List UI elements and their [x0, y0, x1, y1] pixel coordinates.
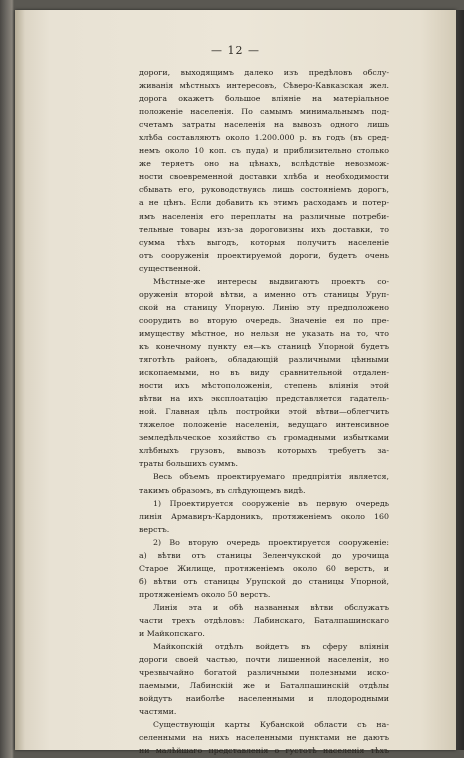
text-line: имуществу мѣстное, но нельзя не указать на то, что [139, 328, 389, 338]
page-number: — 12 — [211, 44, 260, 57]
text-line: а) вѣтви отъ станицы Зеленчукской до урочища [139, 550, 389, 560]
text-line: линія Армавиръ-Кардоникъ, протяженіемъ около 160 [139, 511, 389, 521]
text-line: ской на станицу Упорную. Линію эту предположено [139, 302, 389, 312]
text-line: такимъ образомъ, въ слѣдующемъ видѣ. [139, 485, 306, 495]
text-line: тельные товары изъ-за дороговизны ихъ доставки, то [139, 224, 389, 234]
text-line: къ конечному пункту ея—къ станицѣ Упорной будетъ [139, 341, 389, 351]
text-line: б) вѣтви отъ станицы Урупской до станицы Упорной, [139, 576, 389, 586]
text-line: хлѣбныхъ грузовъ, вывозъ которыхъ требуетъ за- [139, 446, 389, 456]
text-line: верстъ. [139, 524, 170, 534]
paragraph [139, 536, 389, 601]
text-line: тяготѣть районъ, обладающій различными цѣнными [139, 355, 389, 365]
paragraph [139, 470, 389, 496]
text-line: частями. [139, 707, 177, 717]
book-page [15, 10, 456, 756]
text-line: и Майкопскаго. [139, 629, 205, 639]
text-line: счетамъ затраты населенія на вывозъ одного лишь [139, 120, 389, 130]
text-line: существенной. [139, 263, 201, 273]
text-line: оруженія второй вѣтви, а именно отъ станицы Уруп- [139, 289, 389, 299]
text-line: ямъ населенія его переплаты на различные потреби- [139, 211, 389, 221]
text-line: дороги, выходящимъ далеко изъ предѣловъ обслу- [139, 68, 389, 77]
text-line: дорога окажетъ большое вліяніе на матеріальное [139, 94, 389, 104]
text-line: ности своевременной доставки хлѣба и необходимости [139, 172, 389, 182]
text-line: положеніе населенія. По самымъ минимальнымъ под- [139, 107, 389, 117]
paragraph [139, 640, 389, 718]
text-line: ной. Главная цѣль постройки этой вѣтви—облегчить [139, 407, 389, 417]
text-line: траты большихъ суммъ. [139, 459, 238, 469]
paragraph [139, 601, 389, 640]
text-line: вѣтви на ихъ эксплоатацію представляется гадатель- [139, 394, 389, 404]
paragraph [139, 275, 389, 471]
text-line: ископаемыми, но въ виду сравнительной отдален- [139, 368, 389, 378]
text-line: селенными на нихъ населенными пунктами не даютъ [139, 733, 389, 743]
text-line: немъ около 10 коп. съ пуда) и приблизительно столько [139, 146, 389, 156]
text-line: Весь объемъ проектируемаго предпріятія является, [153, 472, 389, 482]
text-line: Старое Жилище, протяженіемъ около 60 верстъ, и [139, 563, 389, 573]
text-line: Существующія карты Кубанской области съ на- [153, 720, 389, 730]
text-line: же теряетъ оно на цѣнахъ, вслѣдствіе невозмож- [139, 159, 389, 169]
paragraph [139, 497, 389, 536]
text-line: 2) Во вторую очередь проектируется сооруженіе: [153, 537, 389, 547]
text-line: отъ сооруженія проектируемой дороги, будетъ очень [139, 250, 389, 260]
text-line: сумма тѣхъ выгодъ, которыя получитъ населеніе [139, 237, 389, 247]
text-line: ности ихъ мѣстоположенія, степень вліянія этой [139, 381, 389, 391]
text-line: сбывать его, руководствуясь лишь состояніемъ дорогъ, [139, 185, 389, 195]
text-line: Мѣстные-же интересы выдвигаютъ проектъ со- [153, 276, 389, 286]
next-page-edge [456, 10, 464, 750]
page-binding-shadow [15, 10, 25, 750]
text-line: протяженіемъ около 50 верстъ. [139, 589, 271, 599]
text-line: дороги своей частью, почти лишенной населенія, но [139, 655, 389, 665]
text-line: Линія эта и обѣ названныя вѣтви обслужатъ [153, 602, 389, 612]
paragraph [139, 718, 389, 757]
text-line: войдутъ наиболѣе населенными и плодородными [139, 694, 389, 704]
text-line: ни малѣйшаго представленія о густотѣ населенія тѣхъ [139, 746, 389, 756]
body-text [139, 66, 389, 757]
text-line: соорудить во вторую очередь. Значеніе ея по пре- [139, 315, 389, 325]
text-line: 1) Проектируется сооруженіе въ первую очередь [153, 498, 389, 508]
text-line: а не цѣнъ. Если добавить къ этимъ расходамъ и потер- [139, 198, 389, 208]
text-line: земледѣльческое хозяйство съ громадными избытками [139, 433, 389, 443]
text-line: паемыми, Лабинскій же и Баталпашинскій отдѣлы [139, 681, 389, 691]
text-line: хлѣба составляютъ около 1.200.000 р. въ годъ (въ сред- [139, 133, 389, 143]
text-line: Майкопскій отдѣлъ войдетъ въ сферу вліянія [153, 642, 389, 652]
text-line: чрезвычайно богатой различными полезными иско- [139, 668, 389, 678]
text-line: части трехъ отдѣловъ: Лабинскаго, Баталпашинскаго [139, 615, 389, 625]
text-line: живанія мѣстныхъ интересовъ, Сѣверо-Кавказская жел. [139, 81, 389, 91]
text-line: тяжелое положеніе населенія, ведущаго интенсивное [139, 420, 389, 430]
paragraph [139, 66, 389, 275]
